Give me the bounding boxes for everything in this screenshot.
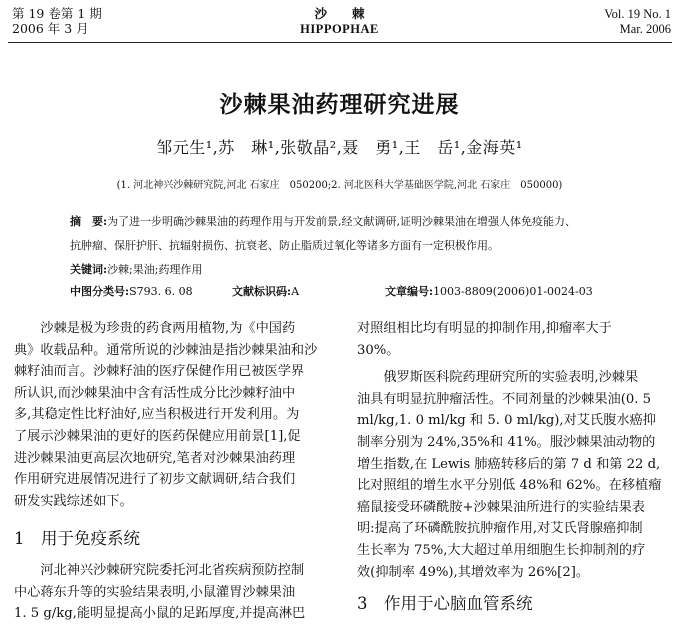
clc-value: S793. 6. 08	[129, 285, 193, 298]
keywords-label: 关键词:	[70, 263, 108, 276]
right-paragraph-1	[357, 318, 669, 361]
section-3-heading: 3 作用于心脑血管系统	[357, 594, 533, 614]
right-line: 俄罗斯医科院药理研究所的实验表明,沙棘果	[383, 370, 639, 386]
journal-volume: 第 19 卷第 1 期	[12, 6, 102, 21]
doc-code-value: A	[291, 285, 300, 298]
journal-date: 2006 年 3 月	[12, 21, 89, 36]
intro-paragraph	[14, 318, 340, 512]
right-line: 增生指数,在 Lewis 肺癌转移后的第 7 d 和第 22 d,	[357, 456, 661, 472]
section-1-line: 中心蒋东升等的实验结果表明,小鼠灌胃沙棘果油	[14, 584, 296, 600]
doc-code-label: 文献标识码:	[232, 285, 292, 298]
article-number-line	[385, 280, 593, 304]
clc-line	[70, 280, 193, 304]
author-list: 邹元生¹,苏 琳¹,张敬晶²,聂 勇¹,王 岳¹,金海英¹	[156, 138, 523, 157]
right-line: 癌鼠接受环磷酰胺+沙棘果油所进行的实验结果表	[357, 499, 645, 515]
right-line: 制率分别为 24%,35%和 41%。服沙棘果油动物的	[357, 434, 656, 450]
abstract-line-1	[70, 210, 576, 234]
right-column	[357, 318, 669, 615]
keywords-value: 沙棘;果油;药理作用	[107, 263, 203, 276]
clc-label: 中图分类号:	[70, 285, 130, 298]
intro-line: 研发实践综述如下。	[14, 493, 133, 509]
section-1-heading: 1 用于免疫系统	[14, 529, 140, 549]
journal-date-en: Mar. 2006	[619, 22, 671, 36]
left-column	[14, 318, 340, 625]
intro-line: 所认识,而沙棘果油中含有活性成分比沙棘籽油中	[14, 385, 296, 401]
right-line: ml/kg,1. 0 ml/kg 和 5. 0 ml/kg),对艾氏腹水癌抑	[357, 413, 656, 429]
section-1-paragraph	[14, 560, 340, 625]
abstract-text-1: 为了进一步明确沙棘果油的药理作用与开发前景,经文献调研,证明沙棘果油在增强人体免疫能力、	[107, 215, 577, 228]
intro-line: 多,其稳定性比籽油好,应当积极进行开发利用。为	[14, 407, 300, 423]
right-line: 效(抑制率 49%),其增效率为 26%[2]。	[357, 564, 590, 580]
abstract-text-2: 抗肿瘤、保肝护肝、抗辐射损伤、抗衰老、防止脂质过氧化等诸多方面有一定积极作用。	[70, 239, 499, 252]
right-line: 明:提高了环磷酰胺抗肿瘤作用,对艾氏肾腺癌抑制	[357, 521, 643, 537]
abstract-label: 摘 要:	[70, 215, 108, 228]
section-1-line: 河北神兴沙棘研究院委托河北省疾病预防控制	[40, 562, 305, 578]
right-line: 对照组相比均有明显的抑制作用,抑瘤率大于	[357, 321, 612, 336]
article-title: 沙棘果油药理研究进展	[219, 91, 460, 118]
header-rule	[8, 42, 672, 43]
journal-volume-en: Vol. 19 No. 1	[604, 7, 671, 21]
intro-line: 典》收载品种。通常所说的沙棘油是指沙棘果油和沙	[14, 342, 318, 358]
keywords-line	[70, 258, 202, 282]
section-1-line: 1. 5 g/kg,能明显提高小鼠的足跖厚度,并提高淋巴	[14, 606, 306, 622]
affiliation: (1. 河北神兴沙棘研究院,河北 石家庄 050200;2. 河北医科大学基础医学院,河北 石家庄 050000)	[116, 180, 563, 191]
right-line: 油具有明显抗肿瘤活性。不同剂量的沙棘果油(0. 5	[357, 391, 652, 407]
journal-name-cn: 沙 棘	[314, 7, 365, 21]
doc-code-line	[232, 280, 299, 304]
right-line: 比对照组的增生水平分别低 48%和 62%。在移植瘤	[357, 478, 662, 494]
intro-line: 进沙棘果油更高层次地研究,笔者对沙棘果油药理	[14, 450, 296, 466]
intro-line: 作用研究进展情况进行了初步文献调研,结合我们	[14, 472, 296, 488]
right-paragraph-2	[357, 367, 669, 583]
article-number-value: 1003-8809(2006)01-0024-03	[433, 285, 593, 298]
intro-line: 棘籽油而言。沙棘籽油的医疗保健作用已被医学界	[14, 364, 305, 380]
article-number-label: 文章编号:	[385, 285, 434, 298]
right-line: 生长率为 75%,大大超过单用细胞生长抑制剂的疗	[357, 542, 646, 558]
intro-line: 沙棘是极为珍贵的药食两用植物,为《中国药	[40, 321, 296, 336]
journal-name-en: HIPPOPHAE	[300, 22, 379, 36]
intro-line: 了展示沙棘果油的更好的医药保健应用前景[1],促	[14, 428, 301, 444]
right-line: 30%。	[357, 342, 400, 358]
